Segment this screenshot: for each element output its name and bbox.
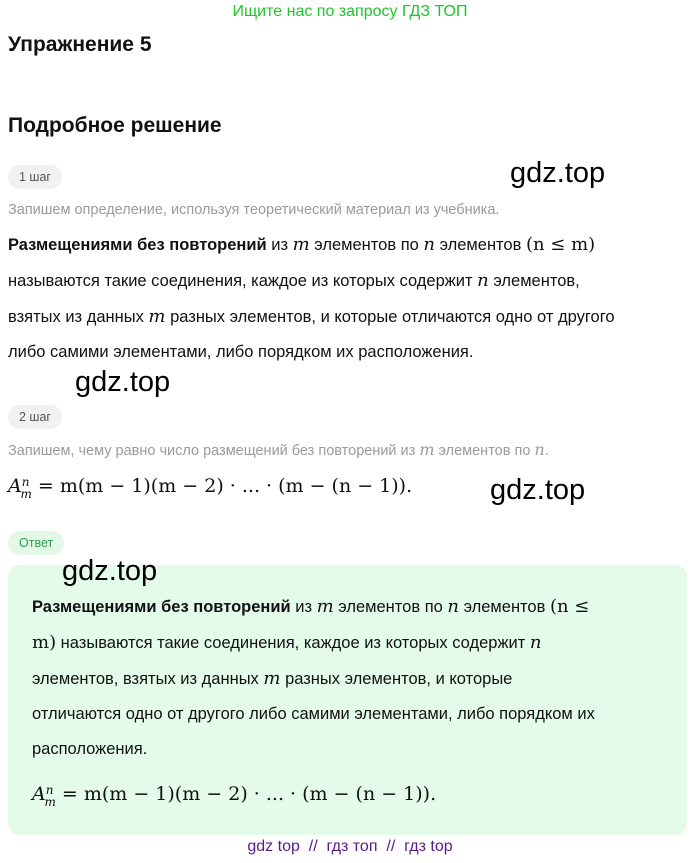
- step-1-intro: Запишем определение, используя теоретический материал из учебника.: [8, 202, 500, 218]
- text-fragment: разных элементов, и которые отличаются одно от другого: [165, 308, 615, 326]
- step-1-badge: 1 шаг: [8, 165, 62, 189]
- var-m: m: [292, 234, 310, 255]
- formula-superscript: n: [45, 783, 54, 797]
- step-2-formula: [8, 475, 413, 501]
- definition-term: Размещениями без повторений: [8, 236, 267, 254]
- step-1-definition: [8, 227, 693, 370]
- text-line: либо самими элементами, либо порядком их расположения.: [8, 343, 474, 361]
- solution-heading: Подробное решение: [8, 114, 222, 137]
- text-line: отличаются одно от другого либо самими элементами, либо порядком их: [32, 705, 595, 723]
- answer-definition: [32, 589, 672, 767]
- step-2-intro: [8, 440, 549, 459]
- text-fragment: элементов по: [434, 443, 535, 459]
- var-m: m: [148, 306, 166, 327]
- var-m: m: [419, 440, 435, 459]
- footer-links[interactable]: gdz top // гдз топ // гдз top: [247, 838, 453, 855]
- formula-subscript: m: [20, 487, 32, 501]
- condition-formula: (n ≤: [549, 596, 590, 617]
- text-fragment: элементов: [434, 236, 526, 254]
- formula-rhs: = m(m − 1)(m − 2) · ... · (m − (n − 1)).: [37, 475, 413, 497]
- watermark-3: gdz.top: [490, 474, 586, 506]
- text-fragment: разных элементов, и которые: [280, 670, 513, 688]
- var-m: m: [316, 596, 334, 617]
- text-fragment: называются такие соединения, каждое из которых содержит: [56, 634, 530, 652]
- formula-rhs: = m(m − 1)(m − 2) · ... · (m − (n − 1)).: [61, 783, 437, 805]
- watermark-4: gdz.top: [62, 555, 158, 587]
- text-fragment: из: [266, 236, 293, 254]
- text-fragment: Запишем, чему равно число размещений без повторений из: [8, 443, 420, 459]
- formula-subscript: m: [44, 795, 56, 809]
- var-m: m: [263, 668, 281, 689]
- var-n: n: [477, 270, 489, 291]
- text-line: расположения.: [32, 740, 148, 758]
- var-n: n: [534, 440, 545, 459]
- answer-badge: Ответ: [8, 531, 64, 555]
- answer-formula: [32, 783, 437, 809]
- text-fragment: элементов по: [309, 236, 424, 254]
- text-fragment: .: [544, 443, 549, 459]
- text-fragment: элементов, взятых из данных: [32, 670, 264, 688]
- text-fragment: называются такие соединения, каждое из которых содержит: [8, 272, 478, 290]
- var-n: n: [529, 632, 542, 653]
- condition-formula: (n ≤ m): [525, 234, 596, 255]
- text-fragment: элементов,: [488, 272, 580, 290]
- step-2-badge: 2 шаг: [8, 405, 62, 429]
- var-n: n: [447, 596, 459, 617]
- text-fragment: из: [290, 598, 317, 616]
- exercise-title: Упражнение 5: [8, 33, 152, 56]
- text-fragment: элементов по: [333, 598, 448, 616]
- var-n: n: [423, 234, 435, 255]
- formula-symbol: A: [32, 783, 46, 805]
- text-fragment: взятых из данных: [8, 308, 149, 326]
- formula-symbol: A: [8, 475, 22, 497]
- condition-formula: m): [32, 632, 57, 653]
- definition-term: Размещениями без повторений: [32, 598, 291, 616]
- watermark-2: gdz.top: [75, 366, 171, 398]
- search-hint-banner: Ищите нас по запросу ГДЗ ТОП: [232, 3, 468, 20]
- formula-superscript: n: [21, 475, 30, 489]
- text-fragment: элементов: [458, 598, 550, 616]
- watermark-1: gdz.top: [510, 157, 606, 189]
